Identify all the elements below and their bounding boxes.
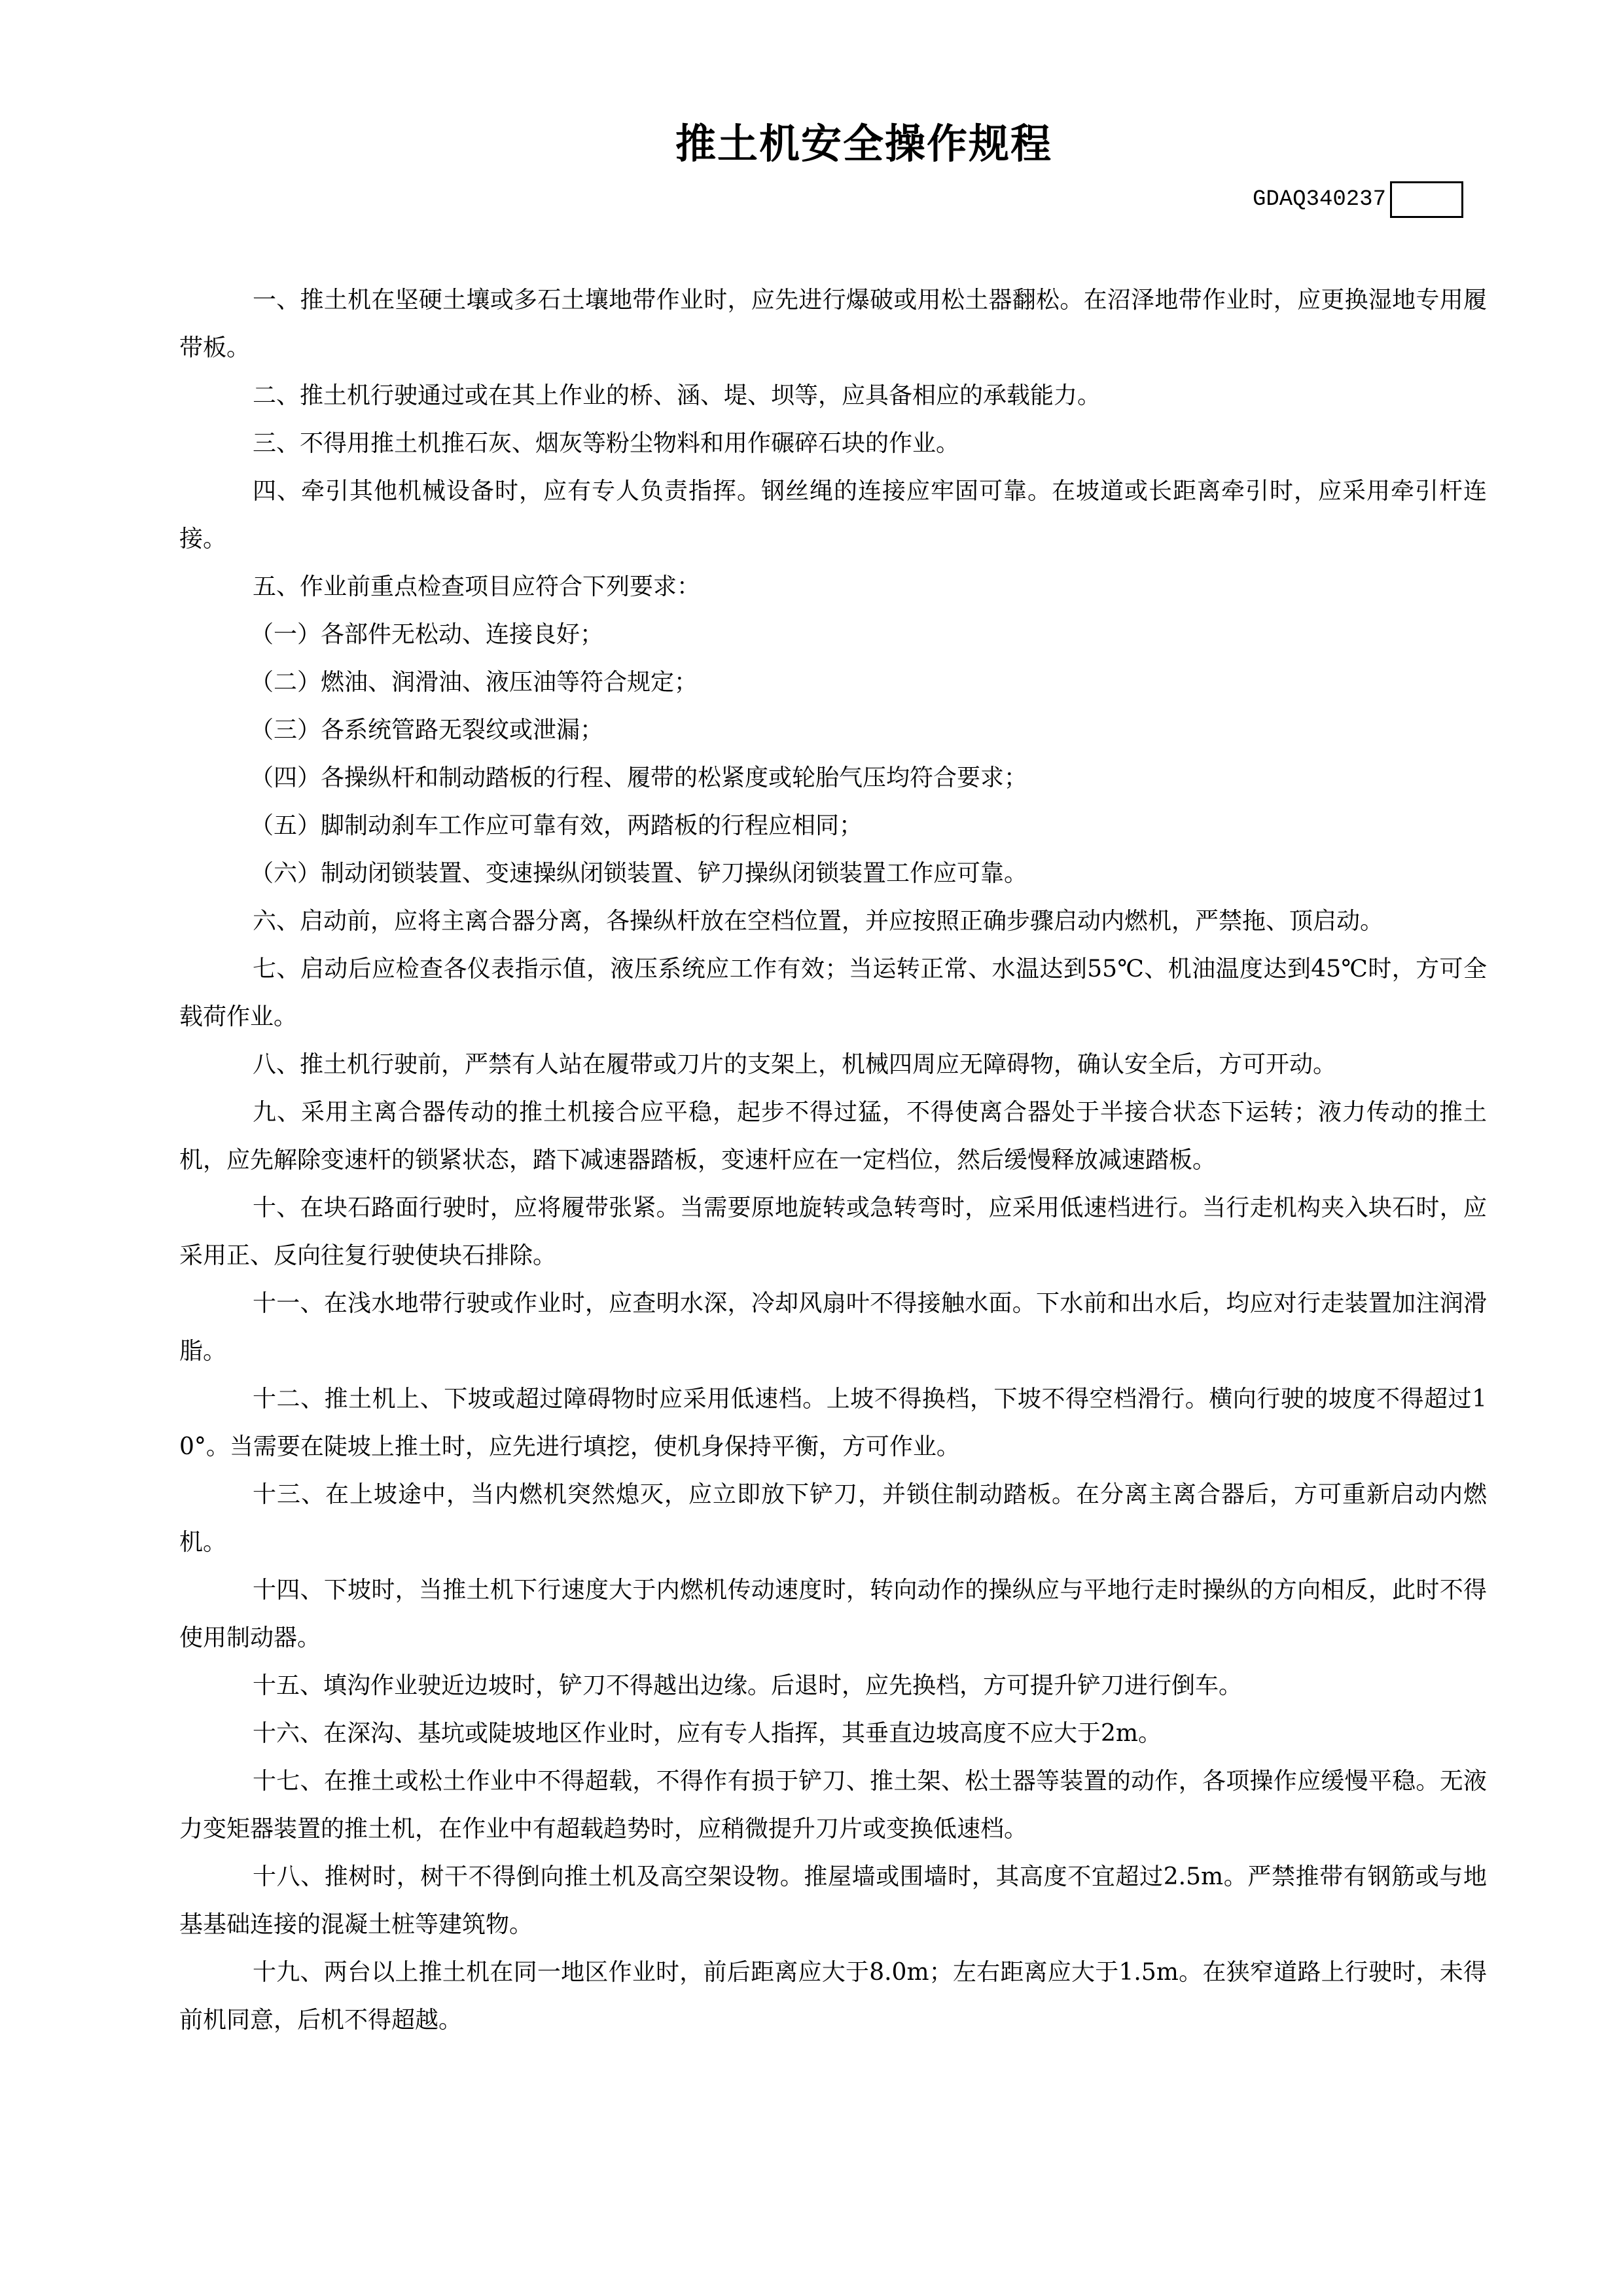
paragraph-16: 十六、在深沟、基坑或陡坡地区作业时，应有专人指挥，其垂直边坡高度不应大于2m。 — [253, 1720, 1162, 1747]
sub-item-5: （五）脚制动刹车工作应可靠有效，两踏板的行程应相同； — [250, 812, 863, 839]
paragraph-1: 一、推土机在坚硬土壤或多石土壤地带作业时，应先进行爆破或用松土器翻松。在沼泽地带作业时，应更换湿地专用履带板。 — [179, 287, 1487, 361]
document-code: GDAQ340237 — [1252, 187, 1386, 212]
page-title: 推土机安全操作规程 — [675, 120, 1052, 168]
paragraph-8: 八、推土机行驶前，严禁有人站在履带或刀片的支架上，机械四周应无障碍物，确认安全后，方可开动。 — [253, 1051, 1337, 1078]
document-code-row — [1253, 181, 1463, 219]
paragraph-9: 九、采用主离合器传动的推土机接合应平稳，起步不得过猛，不得使离合器处于半接合状态下运转；液力传动的推土机，应先解除变速杆的锁紧状态，踏下减速器踏板，变速杆应在一定档位，然后缓慢释放减速踏板。 — [179, 1099, 1487, 1174]
paragraph-14: 十四、下坡时，当推土机下行速度大于内燃机传动速度时，转向动作的操纵应与平地行走时操纵的方向相反，此时不得使用制动器。 — [179, 1577, 1487, 1651]
document-code-box — [1390, 181, 1463, 218]
paragraph-18: 十八、推树时，树干不得倒向推土机及高空架设物。推屋墙或围墙时，其高度不宜超过2.5m。严禁推带有钢筋或与地基基础连接的混凝土桩等建筑物。 — [179, 1863, 1487, 1938]
paragraph-6: 六、启动前，应将主离合器分离，各操纵杆放在空档位置，并应按照正确步骤启动内燃机，严禁拖、顶启动。 — [253, 908, 1384, 935]
paragraph-7: 七、启动后应检查各仪表指示值，液压系统应工作有效；当运转正常、水温达到55℃、机油温度达到45℃时，方可全载荷作业。 — [179, 956, 1487, 1030]
sub-item-3: （三）各系统管路无裂纹或泄漏； — [250, 717, 604, 744]
paragraph-3: 三、不得用推土机推石灰、烟灰等粉尘物料和用作碾碎石块的作业。 — [253, 430, 960, 457]
paragraph-15: 十五、填沟作业驶近边坡时，铲刀不得越出边缘。后退时，应先换档，方可提升铲刀进行倒车。 — [253, 1672, 1243, 1699]
paragraph-13: 十三、在上坡途中，当内燃机突然熄灭，应立即放下铲刀，并锁住制动踏板。在分离主离合器后，方可重新启动内燃机。 — [179, 1481, 1487, 1556]
paragraph-11: 十一、在浅水地带行驶或作业时，应查明水深，冷却风扇叶不得接触水面。下水前和出水后，均应对行走装置加注润滑脂。 — [179, 1290, 1487, 1365]
sub-item-2: （二）燃油、润滑油、液压油等符合规定； — [250, 669, 698, 696]
paragraph-12: 十二、推土机上、下坡或超过障碍物时应采用低速档。上坡不得换档，下坡不得空档滑行。横向行驶的坡度不得超过10°。当需要在陡坡上推土时，应先进行填挖，使机身保持平衡，方可作业。 — [179, 1386, 1487, 1460]
paragraph-17: 十七、在推土或松土作业中不得超载，不得作有损于铲刀、推土架、松土器等装置的动作，各项操作应缓慢平稳。无液力变矩器装置的推土机，在作业中有超载趋势时，应稍微提升刀片或变换低速档。 — [179, 1768, 1487, 1842]
paragraph-19: 十九、两台以上推土机在同一地区作业时，前后距离应大于8.0m；左右距离应大于1.5m。在狭窄道路上行驶时，未得前机同意，后机不得超越。 — [179, 1959, 1487, 2034]
paragraph-4: 四、牵引其他机械设备时，应有专人负责指挥。钢丝绳的连接应牢固可靠。在坡道或长距离牵引时，应采用牵引杆连接。 — [179, 478, 1487, 552]
sub-item-1: （一）各部件无松动、连接良好； — [250, 621, 604, 648]
paragraph-5: 五、作业前重点检查项目应符合下列要求： — [253, 573, 701, 600]
paragraph-2: 二、推土机行驶通过或在其上作业的桥、涵、堤、坝等，应具备相应的承载能力。 — [253, 382, 1101, 409]
paragraph-10: 十、在块石路面行驶时，应将履带张紧。当需要原地旋转或急转弯时，应采用低速档进行。当行走机构夹入块石时，应采用正、反向往复行驶使块石排除。 — [179, 1194, 1487, 1269]
sub-item-4: （四）各操纵杆和制动踏板的行程、履带的松紧度或轮胎气压均符合要求； — [250, 764, 1028, 791]
document-body — [179, 276, 1487, 2044]
sub-item-6: （六）制动闭锁装置、变速操纵闭锁装置、铲刀操纵闭锁装置工作应可靠。 — [250, 860, 1028, 887]
